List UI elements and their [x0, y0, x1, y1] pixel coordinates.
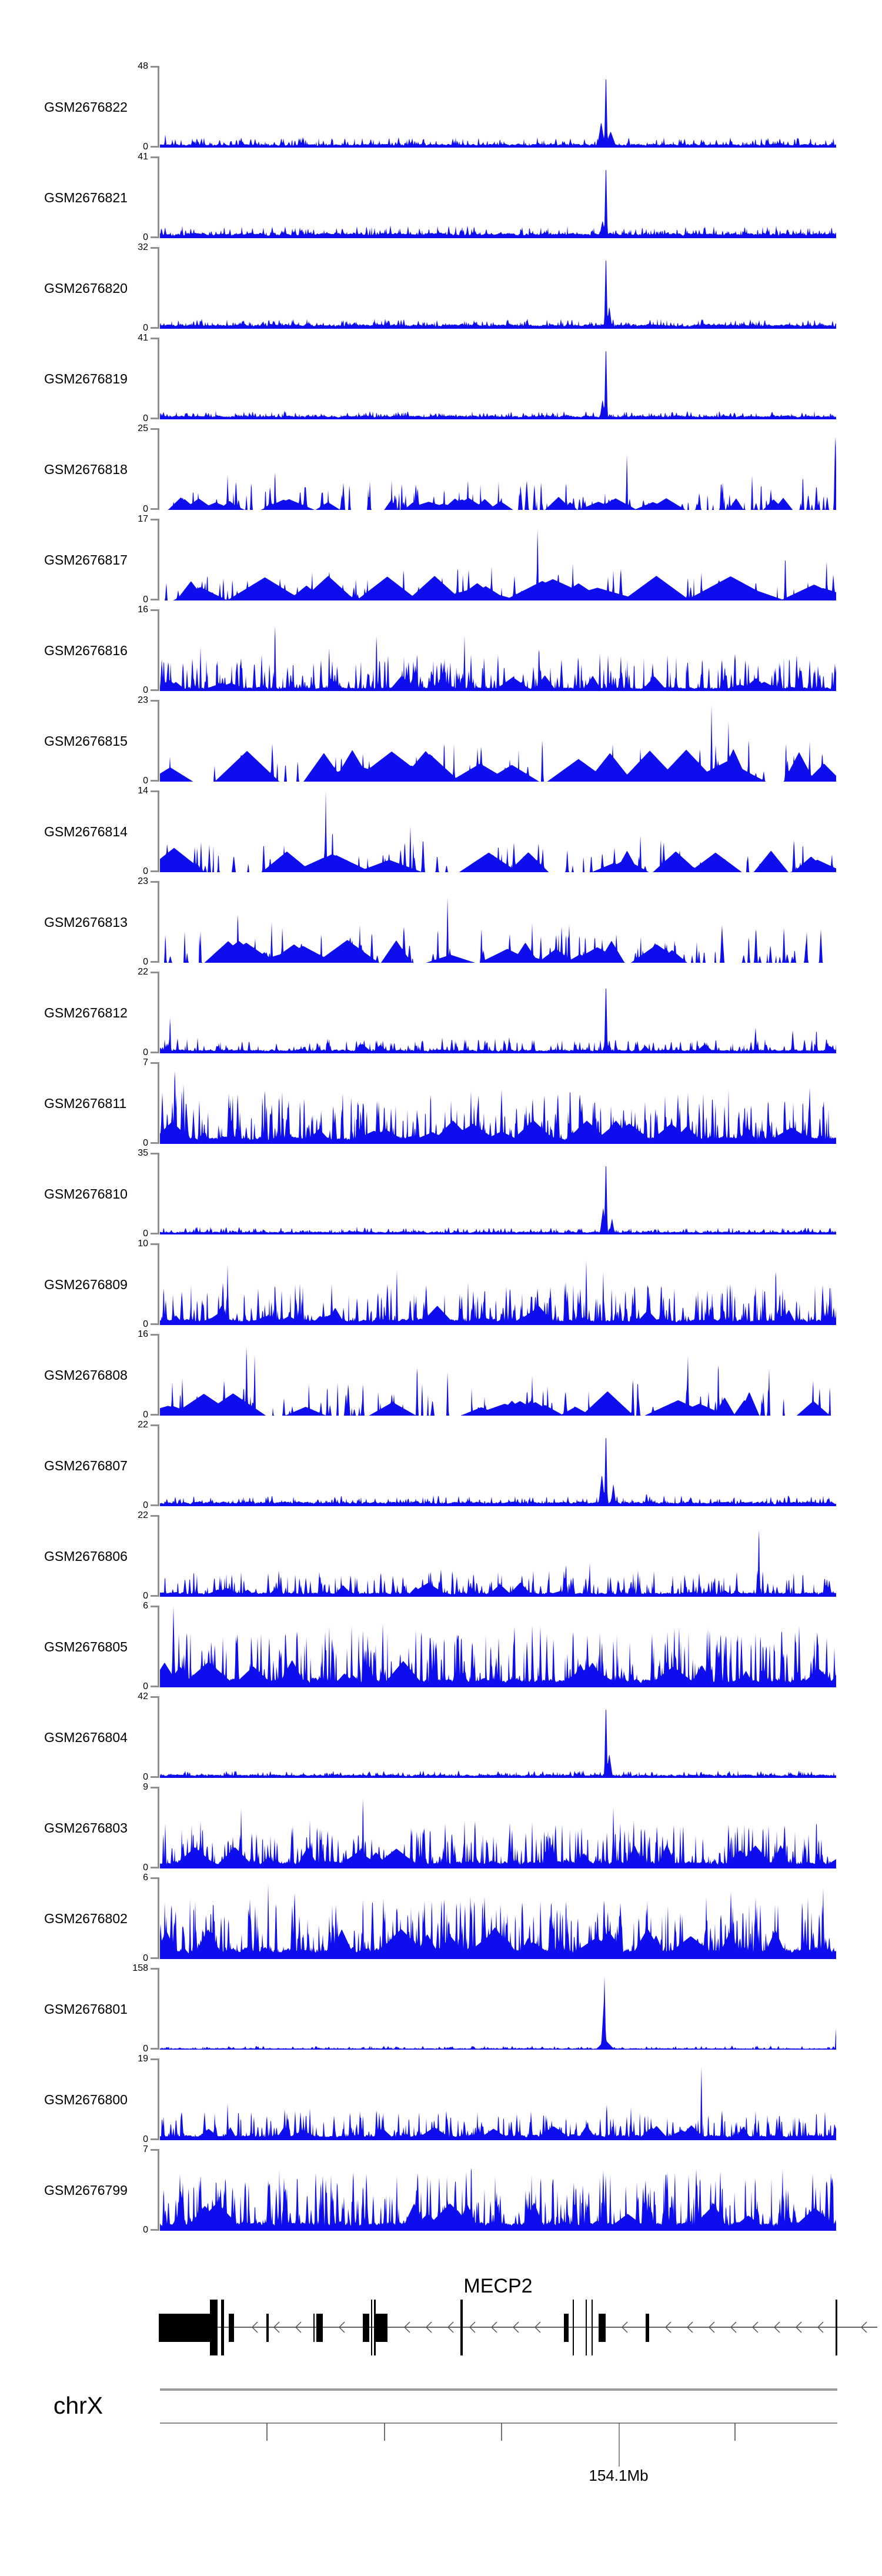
y-axis-tick: [151, 1606, 159, 1607]
y-axis-zero-label: 0: [143, 504, 148, 514]
y-axis-line: [158, 609, 159, 691]
y-axis-tick: [151, 418, 159, 419]
coverage-signal-plot: [160, 1787, 837, 1868]
coverage-signal-plot: [160, 1334, 837, 1416]
y-axis-line: [158, 156, 159, 238]
y-axis-tick: [151, 2149, 159, 2151]
y-axis-max-label: 32: [138, 242, 148, 252]
y-axis-max-label: 25: [138, 423, 148, 433]
y-axis-tick: [151, 972, 159, 973]
track-sample-label: GSM2676816: [44, 642, 128, 658]
coverage-signal-plot: [160, 1968, 837, 2050]
y-axis-tick: [151, 2048, 159, 2050]
y-axis-max-label: 42: [138, 1691, 148, 1701]
y-axis-max-label: 7: [143, 2144, 148, 2154]
y-axis-tick: [151, 1062, 159, 1064]
y-axis-zero-label: 0: [143, 2044, 148, 2054]
track-row: [0, 1239, 882, 1329]
y-axis-max-label: 41: [138, 333, 148, 343]
y-axis-zero-label: 0: [143, 413, 148, 423]
y-axis-tick: [151, 780, 159, 782]
gene-exon-tall: [592, 2300, 593, 2355]
y-axis-tick: [151, 338, 159, 339]
y-axis-zero-label: 0: [143, 1591, 148, 1601]
coverage-signal-plot: [160, 790, 837, 872]
coverage-signal-plot: [160, 428, 837, 510]
y-axis-line: [158, 972, 159, 1053]
y-axis-max-label: 9: [143, 1782, 148, 1792]
y-axis-line: [158, 790, 159, 872]
track-sample-label: GSM2676809: [44, 1276, 128, 1292]
y-axis-tick: [151, 1424, 159, 1426]
y-axis-line: [158, 1606, 159, 1687]
coverage-signal-plot: [160, 700, 837, 782]
coverage-signal-plot: [160, 1153, 837, 1234]
y-axis-tick: [151, 961, 159, 963]
track-row: [0, 1691, 882, 1782]
y-axis-tick: [151, 327, 159, 329]
gene-exon: [599, 2314, 606, 2342]
y-axis-line: [158, 519, 159, 600]
gene-exon: [316, 2314, 323, 2342]
track-row: [0, 333, 882, 423]
chromosome-label: chrX: [53, 2392, 103, 2419]
y-axis-max-label: 19: [138, 2054, 148, 2064]
y-axis-max-label: 16: [138, 605, 148, 615]
y-axis-max-label: 23: [138, 876, 148, 886]
gene-exon: [564, 2314, 569, 2342]
y-axis-max-label: 22: [138, 1420, 148, 1430]
y-axis-max-label: 6: [143, 1601, 148, 1611]
y-axis-tick: [151, 790, 159, 792]
gene-exon-tall: [221, 2300, 224, 2355]
y-axis-max-label: 6: [143, 1873, 148, 1883]
y-axis-line: [158, 881, 159, 963]
y-axis-tick: [151, 1323, 159, 1325]
y-axis-tick: [151, 599, 159, 600]
y-axis-max-label: 16: [138, 1329, 148, 1339]
track-sample-label: GSM2676820: [44, 280, 128, 296]
coverage-signal-plot: [160, 1062, 837, 1144]
y-axis-zero-label: 0: [143, 1953, 148, 1963]
track-sample-label: GSM2676804: [44, 1729, 128, 1745]
track-sample-label: GSM2676822: [44, 99, 128, 115]
track-row: [0, 2054, 882, 2144]
y-axis-max-label: 158: [132, 1963, 148, 1973]
y-axis-max-label: 22: [138, 1510, 148, 1520]
coverage-signal-plot: [160, 1243, 837, 1325]
y-axis-max-label: 22: [138, 967, 148, 977]
track-sample-label: GSM2676813: [44, 914, 128, 930]
y-axis-tick: [151, 236, 159, 238]
gene-exon: [229, 2314, 234, 2342]
y-axis-zero-label: 0: [143, 1047, 148, 1057]
y-axis-tick: [151, 1243, 159, 1245]
y-axis-zero-label: 0: [143, 1138, 148, 1148]
gene-exon-tall: [586, 2300, 587, 2355]
track-row: [0, 2144, 882, 2235]
track-row: [0, 152, 882, 242]
gene-model: [153, 2297, 882, 2358]
y-axis-tick: [151, 1877, 159, 1879]
y-axis-tick: [151, 1776, 159, 1778]
y-axis-tick: [151, 1052, 159, 1053]
y-axis-tick: [151, 156, 159, 158]
track-row: [0, 1057, 882, 1148]
y-axis-zero-label: 0: [143, 142, 148, 152]
coverage-signal-plot: [160, 66, 837, 148]
y-axis-tick: [151, 870, 159, 872]
track-sample-label: GSM2676815: [44, 733, 128, 749]
track-sample-label: GSM2676808: [44, 1367, 128, 1383]
track-sample-label: GSM2676801: [44, 2001, 128, 2017]
y-axis-tick: [151, 519, 159, 520]
track-sample-label: GSM2676806: [44, 1548, 128, 1564]
coverage-signal-plot: [160, 519, 837, 600]
y-axis-tick: [151, 1153, 159, 1154]
track-sample-label: GSM2676802: [44, 1910, 128, 1926]
y-axis-tick: [151, 508, 159, 510]
y-axis-tick: [151, 1142, 159, 1144]
track-sample-label: GSM2676821: [44, 189, 128, 205]
y-axis-line: [158, 1424, 159, 1506]
track-sample-label: GSM2676811: [44, 1095, 127, 1111]
coverage-signal-plot: [160, 338, 837, 419]
y-axis-line: [158, 1334, 159, 1416]
y-axis-line: [158, 1062, 159, 1144]
track-sample-label: GSM2676805: [44, 1639, 128, 1654]
y-axis-tick: [151, 1686, 159, 1687]
track-row: [0, 1148, 882, 1239]
gene-exon-tall: [210, 2300, 218, 2355]
y-axis-tick: [151, 881, 159, 883]
track-row: [0, 61, 882, 152]
y-axis-tick: [151, 428, 159, 430]
y-axis-max-label: 14: [138, 786, 148, 796]
y-axis-line: [158, 247, 159, 329]
coverage-signal-plot: [160, 1424, 837, 1506]
y-axis-tick: [151, 1334, 159, 1336]
y-axis-zero-label: 0: [143, 2225, 148, 2235]
y-axis-tick: [151, 2138, 159, 2140]
track-sample-label: GSM2676810: [44, 1186, 128, 1202]
track-row: [0, 1329, 882, 1420]
gene-exon: [363, 2314, 369, 2342]
track-row: [0, 242, 882, 333]
y-axis-zero-label: 0: [143, 1772, 148, 1782]
coverage-signal-plot: [160, 2058, 837, 2140]
y-axis-tick: [151, 609, 159, 611]
track-row: [0, 1873, 882, 1963]
axis-position-label: 154.1Mb: [589, 2467, 649, 2484]
track-row: [0, 1420, 882, 1510]
coverage-signal-plot: [160, 1877, 837, 1959]
y-axis-zero-label: 0: [143, 957, 148, 967]
track-sample-label: GSM2676807: [44, 1457, 128, 1473]
y-axis-zero-label: 0: [143, 1229, 148, 1239]
track-sample-label: GSM2676800: [44, 2091, 128, 2107]
y-axis-tick: [151, 1595, 159, 1597]
y-axis-line: [158, 1877, 159, 1959]
y-axis-line: [158, 1696, 159, 1778]
y-axis-line: [158, 1968, 159, 2050]
y-axis-tick: [151, 1696, 159, 1698]
y-axis-line: [158, 2149, 159, 2231]
y-axis-zero-label: 0: [143, 1319, 148, 1329]
track-row: [0, 786, 882, 876]
track-row: [0, 967, 882, 1057]
track-row: [0, 1601, 882, 1691]
y-axis-max-label: 48: [138, 61, 148, 71]
gene-exon-tall: [374, 2300, 376, 2355]
track-row: [0, 876, 882, 967]
y-axis-tick: [151, 247, 159, 249]
track-sample-label: GSM2676799: [44, 2182, 128, 2198]
y-axis-tick: [151, 700, 159, 702]
y-axis-zero-label: 0: [143, 866, 148, 876]
y-axis-line: [158, 700, 159, 782]
track-sample-label: GSM2676817: [44, 552, 128, 568]
y-axis-tick: [151, 1787, 159, 1788]
y-axis-max-label: 23: [138, 695, 148, 705]
track-row: [0, 605, 882, 695]
y-axis-tick: [151, 2058, 159, 2060]
y-axis-zero-label: 0: [143, 323, 148, 333]
gene-exon-tall: [573, 2300, 574, 2355]
y-axis-zero-label: 0: [143, 1410, 148, 1420]
y-axis-line: [158, 1515, 159, 1597]
track-row: [0, 423, 882, 514]
y-axis-tick: [151, 1414, 159, 1416]
gene-exon: [646, 2314, 649, 2342]
axis-range-line: [160, 2388, 837, 2391]
coverage-signal-plot: [160, 609, 837, 691]
y-axis-tick: [151, 2229, 159, 2231]
y-axis-tick: [151, 1504, 159, 1506]
track-row: [0, 514, 882, 605]
track-row: [0, 695, 882, 786]
y-axis-line: [158, 428, 159, 510]
y-axis-tick: [151, 146, 159, 148]
y-axis-zero-label: 0: [143, 685, 148, 695]
y-axis-zero-label: 0: [143, 1681, 148, 1691]
y-axis-line: [158, 2058, 159, 2140]
coverage-signal-plot: [160, 156, 837, 238]
y-axis-zero-label: 0: [143, 232, 148, 242]
track-sample-label: GSM2676818: [44, 461, 128, 477]
y-axis-zero-label: 0: [143, 595, 148, 605]
gene-exon-tall: [836, 2300, 837, 2355]
coverage-signal-plot: [160, 247, 837, 329]
track-row: [0, 1782, 882, 1873]
y-axis-tick: [151, 1957, 159, 1959]
gene-exon-tall: [460, 2300, 463, 2355]
track-row: [0, 1963, 882, 2054]
gene-exon-tall: [371, 2300, 372, 2355]
coverage-signal-plot: [160, 1606, 837, 1687]
y-axis-tick: [151, 1233, 159, 1234]
y-axis-tick: [151, 1515, 159, 1517]
y-axis-line: [158, 1243, 159, 1325]
y-axis-tick: [151, 66, 159, 68]
gene-exon: [266, 2314, 269, 2342]
coverage-signal-plot: [160, 972, 837, 1053]
y-axis-zero-label: 0: [143, 2134, 148, 2144]
y-axis-line: [158, 66, 159, 148]
gene-exon: [376, 2314, 387, 2342]
y-axis-zero-label: 0: [143, 1500, 148, 1510]
track-sample-label: GSM2676814: [44, 823, 128, 839]
axis-scale: [153, 2422, 882, 2470]
coverage-signal-plot: [160, 881, 837, 963]
track-sample-label: GSM2676819: [44, 371, 128, 386]
y-axis-tick: [151, 1968, 159, 1970]
coverage-signal-plot: [160, 1515, 837, 1597]
track-sample-label: GSM2676812: [44, 1005, 128, 1020]
track-sample-label: GSM2676803: [44, 1820, 128, 1836]
y-axis-tick: [151, 1867, 159, 1868]
y-axis-max-label: 10: [138, 1239, 148, 1249]
y-axis-line: [158, 1787, 159, 1868]
gene-exon: [313, 2314, 315, 2342]
y-axis-max-label: 41: [138, 152, 148, 162]
track-row: [0, 1510, 882, 1601]
y-axis-zero-label: 0: [143, 776, 148, 786]
y-axis-tick: [151, 689, 159, 691]
coverage-signal-plot: [160, 1696, 837, 1778]
y-axis-zero-label: 0: [143, 1863, 148, 1873]
gene-name-label: MECP2: [463, 2275, 533, 2297]
y-axis-max-label: 7: [143, 1057, 148, 1067]
y-axis-line: [158, 338, 159, 419]
coverage-signal-plot: [160, 2149, 837, 2231]
y-axis-max-label: 35: [138, 1148, 148, 1158]
y-axis-max-label: 17: [138, 514, 148, 524]
y-axis-line: [158, 1153, 159, 1234]
gene-exon: [159, 2314, 210, 2342]
